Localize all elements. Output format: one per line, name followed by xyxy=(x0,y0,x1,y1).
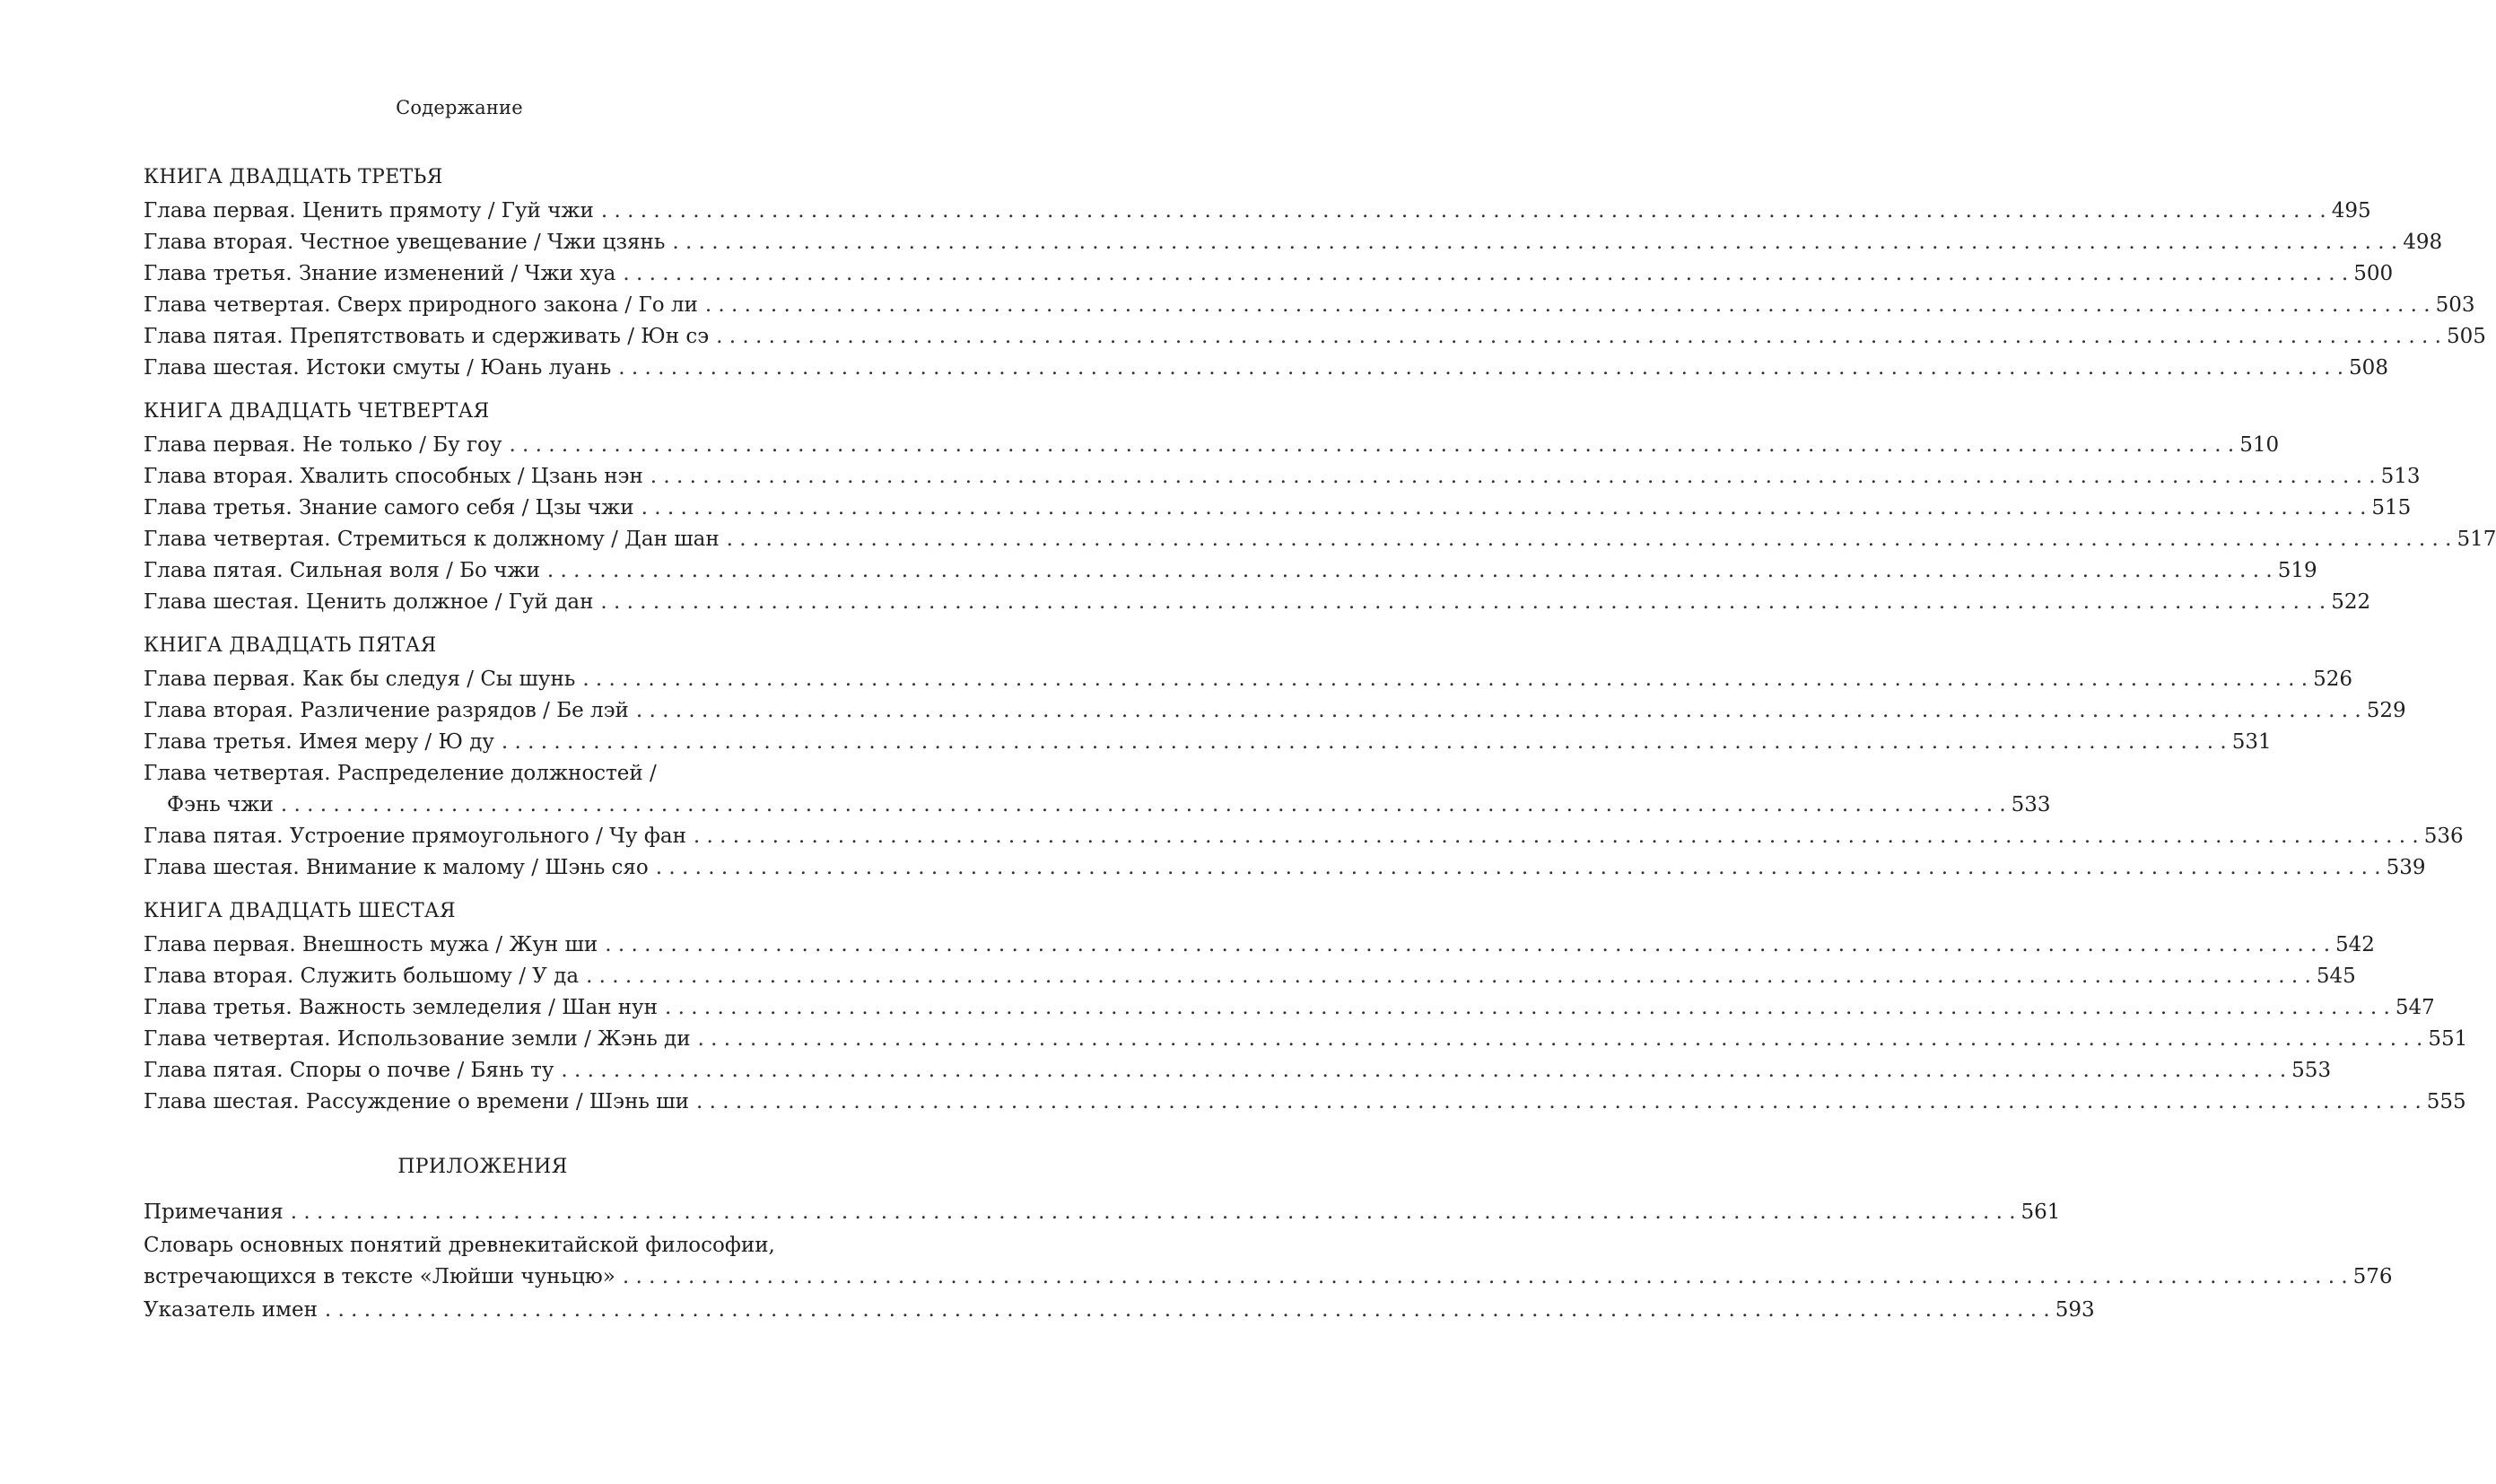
toc-leader-dots xyxy=(641,493,2367,524)
toc-entry-title: Глава первая. Как бы следуя / Сы шунь xyxy=(144,668,576,691)
toc-entry-title: встречающихся в тексте «Люйши чуньцю» xyxy=(144,1265,615,1288)
running-header: Содержание xyxy=(396,97,523,118)
toc-leader-dots xyxy=(716,321,2441,353)
toc-entry-title: Указатель имен xyxy=(144,1298,318,1322)
toc-page-number: 545 xyxy=(2316,965,2356,988)
toc-entry-title: Глава первая. Ценить прямоту / Гуй чжи xyxy=(144,199,594,223)
toc-page-number: 503 xyxy=(2435,293,2475,317)
toc-leader-dots xyxy=(727,524,2452,555)
toc-leader-dots xyxy=(502,727,2227,758)
toc-leader-dots xyxy=(586,961,2311,992)
toc-entry[interactable] xyxy=(144,555,2317,587)
toc-page-number: 522 xyxy=(2331,590,2371,614)
toc-book-26 xyxy=(144,898,2468,1118)
toc-leader-dots xyxy=(281,790,2006,821)
toc-entry-title-line1: Глава четвертая. Распределение должностей / xyxy=(144,762,657,785)
toc-entry-title: Глава третья. Знание изменений / Чжи хуа xyxy=(144,262,616,285)
toc-book-24 xyxy=(144,398,2496,618)
toc-page-number: 495 xyxy=(2331,199,2371,223)
toc-leader-dots xyxy=(618,353,2343,384)
toc-page-number: 498 xyxy=(2403,231,2443,254)
toc-leader-dots xyxy=(605,930,2330,961)
toc-entry[interactable] xyxy=(144,227,2443,258)
toc-entry-title: Глава шестая. Истоки смуты / Юань луань xyxy=(144,356,612,380)
toc-entry[interactable] xyxy=(144,1087,2466,1118)
toc-entry[interactable] xyxy=(144,524,2496,555)
toc-entry[interactable] xyxy=(144,587,2371,618)
toc-page-number: 519 xyxy=(2277,559,2317,582)
toc-entry[interactable] xyxy=(144,992,2435,1024)
toc-page-number: 561 xyxy=(2020,1200,2061,1224)
toc-leader-dots xyxy=(696,1087,2422,1118)
toc-leader-dots xyxy=(665,992,2390,1024)
toc-page-number: 510 xyxy=(2239,433,2280,457)
toc-entry[interactable] xyxy=(144,1197,2061,1228)
toc-entry[interactable] xyxy=(144,290,2475,321)
toc-content xyxy=(144,164,2496,1328)
toc-entry-title: Фэнь чжи xyxy=(167,793,274,816)
toc-entry-title: Глава третья. Знание самого себя / Цзы чжи xyxy=(144,496,634,519)
toc-entry-title: Глава первая. Внешность мужа / Жун ши xyxy=(144,933,598,956)
toc-entry[interactable] xyxy=(144,196,2371,227)
toc-leader-dots xyxy=(694,821,2419,852)
toc-page-number: 513 xyxy=(2380,465,2421,488)
toc-leader-dots xyxy=(672,227,2397,258)
toc-entry[interactable] xyxy=(144,852,2426,884)
toc-entry-title: Глава первая. Не только / Бу гоу xyxy=(144,433,502,457)
toc-entry xyxy=(144,790,2051,821)
toc-entry[interactable] xyxy=(144,353,2388,384)
toc-page-number: 517 xyxy=(2457,528,2496,551)
toc-entry[interactable] xyxy=(144,727,2272,758)
appendices-heading: ПРИЛОЖЕНИЯ xyxy=(397,1156,568,1178)
toc-page-number: 500 xyxy=(2353,262,2394,285)
toc-entry[interactable] xyxy=(144,1055,2332,1087)
toc-page-number: 508 xyxy=(2349,356,2388,380)
toc-leader-dots xyxy=(656,852,2381,884)
toc-leader-dots xyxy=(509,430,2234,461)
appendices-list xyxy=(144,1197,2393,1326)
toc-entry-multiline[interactable] xyxy=(144,758,2051,821)
toc-entry-title: Глава пятая. Споры о почве / Бянь ту xyxy=(144,1059,554,1082)
toc-entry-title: Глава шестая. Внимание к малому / Шэнь сяо xyxy=(144,856,649,879)
toc-leader-dots xyxy=(561,1055,2286,1087)
toc-page-number: 526 xyxy=(2313,668,2353,691)
book-title: КНИГА ДВАДЦАТЬ ПЯТАЯ xyxy=(144,634,437,657)
toc-entry-title: Глава пятая. Препятствовать и сдерживать / Юн сэ xyxy=(144,325,710,348)
toc-entry-title: Глава вторая. Различение разрядов / Бе лэй xyxy=(144,699,629,722)
toc-book-23 xyxy=(144,164,2486,384)
book-title: КНИГА ДВАДЦАТЬ ШЕСТАЯ xyxy=(144,900,456,922)
toc-page-number: 533 xyxy=(2011,793,2051,816)
toc-entry[interactable] xyxy=(144,321,2486,353)
toc-entry-title-line1: Словарь основных понятий древнекитайской философии, xyxy=(144,1234,775,1257)
toc-entry-title: Глава четвертая. Стремиться к должному / Дан шан xyxy=(144,528,720,551)
book-title: КНИГА ДВАДЦАТЬ ТРЕТЬЯ xyxy=(144,166,443,188)
toc-page-number: 515 xyxy=(2371,496,2412,519)
toc-book-25 xyxy=(144,633,2464,884)
toc-page-number: 576 xyxy=(2352,1265,2393,1288)
toc-entry[interactable] xyxy=(144,258,2394,290)
toc-entry[interactable] xyxy=(144,1024,2468,1055)
toc-entry-title: Глава шестая. Рассуждение о времени / Шэнь ши xyxy=(144,1090,689,1113)
toc-leader-dots xyxy=(601,196,2326,227)
toc-leader-dots xyxy=(325,1295,2050,1326)
toc-page-number: 551 xyxy=(2428,1027,2468,1051)
book-title: КНИГА ДВАДЦАТЬ ЧЕТВЕРТАЯ xyxy=(144,400,490,423)
toc-leader-dots xyxy=(698,1024,2423,1055)
toc-entry[interactable] xyxy=(144,695,2406,727)
toc-entry-title: Глава третья. Имея меру / Ю ду xyxy=(144,730,494,754)
toc-entry[interactable] xyxy=(144,1295,2095,1326)
toc-page-number: 505 xyxy=(2446,325,2486,348)
toc-leader-dots xyxy=(582,664,2308,695)
toc-page-number: 542 xyxy=(2335,933,2375,956)
toc-leader-dots xyxy=(650,461,2376,493)
toc-entry[interactable] xyxy=(144,493,2412,524)
toc-page-number: 547 xyxy=(2395,996,2435,1019)
toc-entry[interactable] xyxy=(144,664,2353,695)
toc-entry[interactable] xyxy=(144,430,2280,461)
toc-leader-dots xyxy=(623,1261,2348,1293)
toc-page-number: 555 xyxy=(2426,1090,2466,1113)
toc-entry xyxy=(144,1261,2393,1293)
toc-entry[interactable] xyxy=(144,821,2464,852)
toc-entry-title: Глава вторая. Хвалить способных / Цзань нэн xyxy=(144,465,643,488)
toc-entry-title: Глава пятая. Сильная воля / Бо чжи xyxy=(144,559,540,582)
toc-page-number: 531 xyxy=(2231,730,2272,754)
toc-page-number: 529 xyxy=(2366,699,2406,722)
toc-page-number: 593 xyxy=(2055,1298,2095,1322)
toc-entry-multiline[interactable] xyxy=(144,1230,2393,1293)
toc-entry-title: Глава четвертая. Использование земли / Жэнь ди xyxy=(144,1027,691,1051)
toc-leader-dots xyxy=(547,555,2273,587)
toc-leader-dots xyxy=(600,587,2326,618)
toc-page-number: 553 xyxy=(2291,1059,2332,1082)
toc-leader-dots xyxy=(705,290,2431,321)
toc-leader-dots xyxy=(291,1197,2016,1228)
toc-page-number: 536 xyxy=(2423,825,2464,848)
toc-entry[interactable] xyxy=(144,961,2356,992)
toc-entry-title: Глава третья. Важность земледелия / Шан нун xyxy=(144,996,659,1019)
toc-entry-title: Глава вторая. Честное увещевание / Чжи цзянь xyxy=(144,231,666,254)
toc-leader-dots xyxy=(636,695,2361,727)
toc-page-number: 539 xyxy=(2386,856,2426,879)
toc-entry-title: Глава четвертая. Сверх природного закона / Го ли xyxy=(144,293,698,317)
toc-entry-title: Примечания xyxy=(144,1200,284,1224)
toc-leader-dots xyxy=(623,258,2348,290)
toc-entry[interactable] xyxy=(144,930,2375,961)
toc-entry[interactable] xyxy=(144,461,2421,493)
toc-entry-title: Глава пятая. Устроение прямоугольного / Чу фан xyxy=(144,825,686,848)
toc-entry-title: Глава вторая. Служить большому / У да xyxy=(144,965,580,988)
toc-entry-title: Глава шестая. Ценить должное / Гуй дан xyxy=(144,590,594,614)
